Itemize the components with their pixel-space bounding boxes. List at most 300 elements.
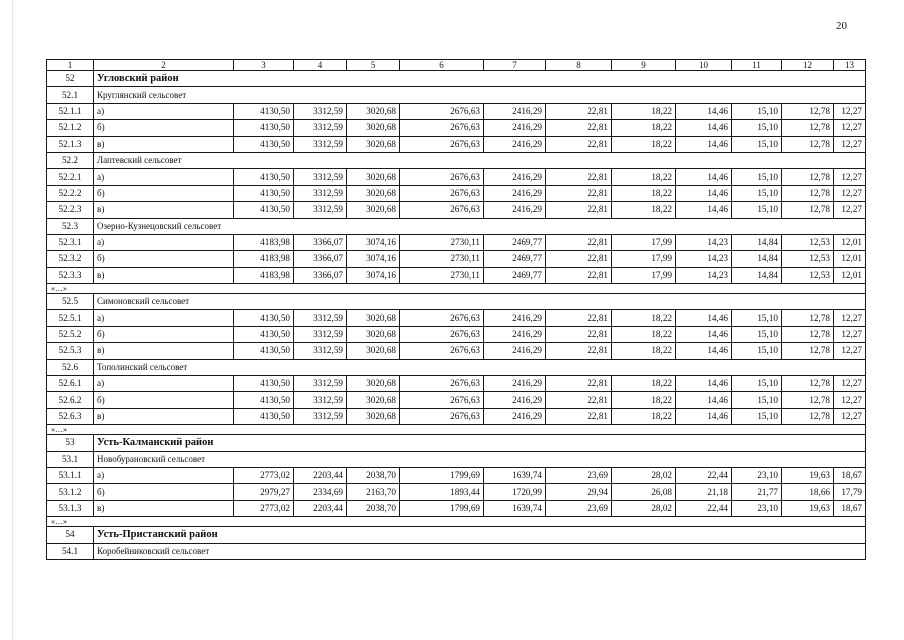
value-cell: 26,08	[612, 484, 676, 500]
value-cell: 2038,70	[347, 500, 400, 516]
value-cell: 12,78	[782, 169, 834, 185]
value-cell: 14,84	[732, 267, 782, 283]
value-cell: 4130,50	[234, 202, 294, 218]
value-cell: 14,84	[732, 251, 782, 267]
value-cell: 3366,07	[294, 251, 347, 267]
value-cell: 2416,29	[484, 120, 546, 136]
value-cell: 18,22	[612, 376, 676, 392]
value-cell: 2416,29	[484, 408, 546, 424]
variant-label: в)	[94, 202, 234, 218]
table-row	[47, 267, 866, 283]
value-cell: 2416,29	[484, 202, 546, 218]
value-cell: 2676,63	[400, 392, 484, 408]
value-cell: 2416,29	[484, 392, 546, 408]
value-cell: 3312,59	[294, 310, 347, 326]
value-cell: 2676,63	[400, 103, 484, 119]
value-cell: 12,78	[782, 103, 834, 119]
value-cell: 23,10	[732, 467, 782, 483]
settlement-row	[47, 152, 866, 168]
value-cell: 12,27	[834, 169, 866, 185]
row-code: 52.6.2	[47, 392, 94, 408]
value-cell: 2730,11	[400, 251, 484, 267]
value-cell: 4130,50	[234, 408, 294, 424]
value-cell: 12,01	[834, 234, 866, 250]
variant-label: а)	[94, 234, 234, 250]
value-cell: 18,22	[612, 343, 676, 359]
value-cell: 12,78	[782, 326, 834, 342]
column-header: 9	[612, 60, 676, 71]
value-cell: 3020,68	[347, 376, 400, 392]
value-cell: 12,27	[834, 408, 866, 424]
value-cell: 2038,70	[347, 467, 400, 483]
value-cell: 2469,77	[484, 267, 546, 283]
value-cell: 15,10	[732, 310, 782, 326]
value-cell: 22,81	[546, 326, 612, 342]
table-row	[47, 136, 866, 152]
settlement-row	[47, 451, 866, 467]
value-cell: 22,81	[546, 136, 612, 152]
row-code: 52.1.2	[47, 120, 94, 136]
column-header: 12	[782, 60, 834, 71]
value-cell: 22,81	[546, 267, 612, 283]
table-row	[47, 376, 866, 392]
table-row	[47, 467, 866, 483]
column-header: 7	[484, 60, 546, 71]
column-header: 13	[834, 60, 866, 71]
row-code: 52.3.2	[47, 251, 94, 267]
omission-mark: «…»	[47, 517, 866, 527]
value-cell: 4130,50	[234, 326, 294, 342]
value-cell: 12,27	[834, 376, 866, 392]
row-code: 52.5	[47, 294, 94, 310]
row-code: 52.1.3	[47, 136, 94, 152]
value-cell: 22,81	[546, 310, 612, 326]
value-cell: 4130,50	[234, 343, 294, 359]
row-code: 52.2	[47, 152, 94, 168]
value-cell: 22,81	[546, 120, 612, 136]
value-cell: 19,63	[782, 500, 834, 516]
settlement-row	[47, 543, 866, 559]
column-header: 6	[400, 60, 484, 71]
value-cell: 12,27	[834, 343, 866, 359]
value-cell: 2676,63	[400, 185, 484, 201]
value-cell: 4130,50	[234, 103, 294, 119]
value-cell: 29,94	[546, 484, 612, 500]
value-cell: 4130,50	[234, 310, 294, 326]
value-cell: 15,10	[732, 136, 782, 152]
value-cell: 15,10	[732, 376, 782, 392]
table-header-row	[47, 60, 866, 71]
settlement-row	[47, 87, 866, 103]
value-cell: 3312,59	[294, 185, 347, 201]
settlement-name: Симоновский сельсовет	[94, 294, 866, 310]
value-cell: 22,81	[546, 392, 612, 408]
table-row	[47, 343, 866, 359]
value-cell: 2416,29	[484, 343, 546, 359]
table-row	[47, 408, 866, 424]
row-code: 53.1.1	[47, 467, 94, 483]
page-margin-line	[12, 0, 13, 640]
value-cell: 15,10	[732, 120, 782, 136]
value-cell: 22,81	[546, 234, 612, 250]
value-cell: 22,81	[546, 185, 612, 201]
row-code: 54.1	[47, 543, 94, 559]
value-cell: 18,22	[612, 408, 676, 424]
row-code: 53	[47, 435, 94, 451]
value-cell: 21,77	[732, 484, 782, 500]
value-cell: 14,46	[676, 343, 732, 359]
value-cell: 12,78	[782, 392, 834, 408]
value-cell: 2773,02	[234, 467, 294, 483]
value-cell: 23,10	[732, 500, 782, 516]
value-cell: 2469,77	[484, 251, 546, 267]
value-cell: 12,53	[782, 234, 834, 250]
value-cell: 12,27	[834, 136, 866, 152]
value-cell: 14,23	[676, 234, 732, 250]
value-cell: 4183,98	[234, 267, 294, 283]
value-cell: 14,46	[676, 120, 732, 136]
column-header: 8	[546, 60, 612, 71]
table-row	[47, 251, 866, 267]
value-cell: 2730,11	[400, 234, 484, 250]
settlement-row	[47, 359, 866, 375]
value-cell: 2676,63	[400, 120, 484, 136]
value-cell: 4183,98	[234, 234, 294, 250]
value-cell: 14,46	[676, 202, 732, 218]
value-cell: 3020,68	[347, 103, 400, 119]
value-cell: 18,22	[612, 136, 676, 152]
row-code: 52.3	[47, 218, 94, 234]
column-header: 3	[234, 60, 294, 71]
value-cell: 3020,68	[347, 185, 400, 201]
row-code: 52.3.1	[47, 234, 94, 250]
value-cell: 22,44	[676, 467, 732, 483]
value-cell: 3020,68	[347, 392, 400, 408]
value-cell: 3020,68	[347, 408, 400, 424]
value-cell: 18,22	[612, 310, 676, 326]
value-cell: 3020,68	[347, 326, 400, 342]
value-cell: 12,78	[782, 185, 834, 201]
value-cell: 12,78	[782, 310, 834, 326]
row-code: 52.2.2	[47, 185, 94, 201]
row-code: 52.3.3	[47, 267, 94, 283]
value-cell: 18,22	[612, 169, 676, 185]
variant-label: а)	[94, 376, 234, 392]
value-cell: 4130,50	[234, 376, 294, 392]
value-cell: 4130,50	[234, 392, 294, 408]
value-cell: 4183,98	[234, 251, 294, 267]
value-cell: 17,99	[612, 234, 676, 250]
variant-label: б)	[94, 326, 234, 342]
value-cell: 14,46	[676, 392, 732, 408]
value-cell: 1639,74	[484, 467, 546, 483]
table-row	[47, 185, 866, 201]
table-row	[47, 120, 866, 136]
value-cell: 28,02	[612, 500, 676, 516]
value-cell: 2676,63	[400, 136, 484, 152]
value-cell: 14,46	[676, 185, 732, 201]
value-cell: 18,67	[834, 500, 866, 516]
value-cell: 14,46	[676, 103, 732, 119]
value-cell: 2416,29	[484, 103, 546, 119]
variant-label: б)	[94, 120, 234, 136]
value-cell: 14,46	[676, 169, 732, 185]
settlement-row	[47, 218, 866, 234]
value-cell: 3312,59	[294, 408, 347, 424]
value-cell: 3312,59	[294, 326, 347, 342]
value-cell: 12,27	[834, 310, 866, 326]
value-cell: 15,10	[732, 408, 782, 424]
value-cell: 3312,59	[294, 202, 347, 218]
value-cell: 12,27	[834, 103, 866, 119]
column-header: 2	[94, 60, 234, 71]
row-code: 52.1.1	[47, 103, 94, 119]
value-cell: 12,78	[782, 343, 834, 359]
value-cell: 18,22	[612, 185, 676, 201]
page-number: 20	[836, 20, 847, 32]
value-cell: 2416,29	[484, 136, 546, 152]
value-cell: 3366,07	[294, 234, 347, 250]
column-header: 4	[294, 60, 347, 71]
variant-label: а)	[94, 169, 234, 185]
value-cell: 28,02	[612, 467, 676, 483]
table-body	[47, 60, 866, 560]
row-code: 52.5.3	[47, 343, 94, 359]
value-cell: 2730,11	[400, 267, 484, 283]
value-cell: 2203,44	[294, 500, 347, 516]
district-name: Усть-Калманский район	[94, 435, 866, 451]
value-cell: 12,01	[834, 267, 866, 283]
value-cell: 2416,29	[484, 169, 546, 185]
value-cell: 3020,68	[347, 136, 400, 152]
value-cell: 15,10	[732, 202, 782, 218]
table-row	[47, 234, 866, 250]
value-cell: 12,27	[834, 120, 866, 136]
value-cell: 1799,69	[400, 467, 484, 483]
row-code: 52	[47, 71, 94, 87]
value-cell: 14,84	[732, 234, 782, 250]
value-cell: 22,81	[546, 169, 612, 185]
value-cell: 19,63	[782, 467, 834, 483]
value-cell: 12,27	[834, 202, 866, 218]
value-cell: 23,69	[546, 467, 612, 483]
value-cell: 12,78	[782, 376, 834, 392]
value-cell: 3312,59	[294, 343, 347, 359]
value-cell: 18,22	[612, 392, 676, 408]
settlement-name: Озерно-Кузнецовский сельсовет	[94, 218, 866, 234]
omission-row	[47, 425, 866, 435]
value-cell: 3312,59	[294, 376, 347, 392]
value-cell: 1720,99	[484, 484, 546, 500]
omission-row	[47, 517, 866, 527]
row-code: 52.2.3	[47, 202, 94, 218]
value-cell: 1639,74	[484, 500, 546, 516]
value-cell: 14,46	[676, 376, 732, 392]
table-row	[47, 500, 866, 516]
value-cell: 3312,59	[294, 392, 347, 408]
value-cell: 15,10	[732, 392, 782, 408]
row-code: 52.5.2	[47, 326, 94, 342]
value-cell: 2416,29	[484, 326, 546, 342]
settlement-name: Новобурановский сельсовет	[94, 451, 866, 467]
variant-label: б)	[94, 185, 234, 201]
value-cell: 17,99	[612, 251, 676, 267]
value-cell: 12,27	[834, 392, 866, 408]
column-header: 5	[347, 60, 400, 71]
district-name: Усть-Пристанский район	[94, 527, 866, 543]
variant-label: в)	[94, 408, 234, 424]
value-cell: 2676,63	[400, 310, 484, 326]
row-code: 52.1	[47, 87, 94, 103]
value-cell: 2979,27	[234, 484, 294, 500]
variant-label: б)	[94, 484, 234, 500]
variant-label: а)	[94, 103, 234, 119]
value-cell: 22,81	[546, 376, 612, 392]
row-code: 54	[47, 527, 94, 543]
variant-label: а)	[94, 310, 234, 326]
value-cell: 12,53	[782, 267, 834, 283]
value-cell: 4130,50	[234, 185, 294, 201]
value-cell: 4130,50	[234, 169, 294, 185]
row-code: 52.6	[47, 359, 94, 375]
column-header: 1	[47, 60, 94, 71]
value-cell: 15,10	[732, 103, 782, 119]
tariff-table	[46, 59, 866, 560]
value-cell: 3020,68	[347, 202, 400, 218]
table-row	[47, 103, 866, 119]
value-cell: 3074,16	[347, 251, 400, 267]
column-header: 10	[676, 60, 732, 71]
value-cell: 12,01	[834, 251, 866, 267]
value-cell: 2416,29	[484, 310, 546, 326]
value-cell: 23,69	[546, 500, 612, 516]
value-cell: 2203,44	[294, 467, 347, 483]
table-row	[47, 169, 866, 185]
table-row	[47, 484, 866, 500]
value-cell: 12,27	[834, 326, 866, 342]
settlement-name: Коробейниковский сельсовет	[94, 543, 866, 559]
value-cell: 4130,50	[234, 136, 294, 152]
value-cell: 18,22	[612, 120, 676, 136]
district-row	[47, 527, 866, 543]
value-cell: 15,10	[732, 185, 782, 201]
value-cell: 2676,63	[400, 326, 484, 342]
value-cell: 3312,59	[294, 169, 347, 185]
row-code: 53.1	[47, 451, 94, 467]
value-cell: 1893,44	[400, 484, 484, 500]
variant-label: а)	[94, 467, 234, 483]
value-cell: 12,78	[782, 136, 834, 152]
value-cell: 12,78	[782, 202, 834, 218]
value-cell: 1799,69	[400, 500, 484, 516]
row-code: 53.1.3	[47, 500, 94, 516]
settlement-row	[47, 294, 866, 310]
value-cell: 18,67	[834, 467, 866, 483]
value-cell: 2163,70	[347, 484, 400, 500]
value-cell: 22,81	[546, 408, 612, 424]
omission-row	[47, 284, 866, 294]
variant-label: в)	[94, 136, 234, 152]
value-cell: 18,22	[612, 326, 676, 342]
row-code: 52.5.1	[47, 310, 94, 326]
value-cell: 4130,50	[234, 120, 294, 136]
value-cell: 18,22	[612, 103, 676, 119]
row-code: 52.6.1	[47, 376, 94, 392]
table-row	[47, 202, 866, 218]
value-cell: 12,53	[782, 251, 834, 267]
value-cell: 22,81	[546, 343, 612, 359]
variant-label: в)	[94, 500, 234, 516]
value-cell: 14,23	[676, 251, 732, 267]
value-cell: 15,10	[732, 343, 782, 359]
variant-label: б)	[94, 251, 234, 267]
settlement-name: Лаптевский сельсовет	[94, 152, 866, 168]
value-cell: 3366,07	[294, 267, 347, 283]
value-cell: 3312,59	[294, 103, 347, 119]
value-cell: 2676,63	[400, 408, 484, 424]
value-cell: 3312,59	[294, 120, 347, 136]
value-cell: 3020,68	[347, 169, 400, 185]
value-cell: 14,23	[676, 267, 732, 283]
value-cell: 22,81	[546, 103, 612, 119]
value-cell: 2676,63	[400, 343, 484, 359]
value-cell: 14,46	[676, 310, 732, 326]
row-code: 52.2.1	[47, 169, 94, 185]
omission-mark: «…»	[47, 284, 866, 294]
value-cell: 12,78	[782, 120, 834, 136]
value-cell: 21,18	[676, 484, 732, 500]
value-cell: 2416,29	[484, 376, 546, 392]
variant-label: в)	[94, 343, 234, 359]
value-cell: 12,27	[834, 185, 866, 201]
value-cell: 22,44	[676, 500, 732, 516]
value-cell: 3074,16	[347, 234, 400, 250]
value-cell: 17,79	[834, 484, 866, 500]
table-row	[47, 310, 866, 326]
value-cell: 3020,68	[347, 343, 400, 359]
value-cell: 14,46	[676, 136, 732, 152]
value-cell: 22,81	[546, 251, 612, 267]
district-row	[47, 435, 866, 451]
value-cell: 14,46	[676, 326, 732, 342]
column-header: 11	[732, 60, 782, 71]
row-code: 52.6.3	[47, 408, 94, 424]
table-row	[47, 392, 866, 408]
value-cell: 14,46	[676, 408, 732, 424]
value-cell: 2676,63	[400, 169, 484, 185]
value-cell: 2334,69	[294, 484, 347, 500]
value-cell: 18,66	[782, 484, 834, 500]
variant-label: в)	[94, 267, 234, 283]
variant-label: б)	[94, 392, 234, 408]
value-cell: 2676,63	[400, 202, 484, 218]
district-row	[47, 71, 866, 87]
value-cell: 3020,68	[347, 120, 400, 136]
value-cell: 3074,16	[347, 267, 400, 283]
value-cell: 15,10	[732, 169, 782, 185]
value-cell: 2416,29	[484, 185, 546, 201]
value-cell: 12,78	[782, 408, 834, 424]
value-cell: 2469,77	[484, 234, 546, 250]
district-name: Угловский район	[94, 71, 866, 87]
value-cell: 3312,59	[294, 136, 347, 152]
settlement-name: Тополинский сельсовет	[94, 359, 866, 375]
value-cell: 15,10	[732, 326, 782, 342]
value-cell: 2773,02	[234, 500, 294, 516]
value-cell: 17,99	[612, 267, 676, 283]
table-row	[47, 326, 866, 342]
row-code: 53.1.2	[47, 484, 94, 500]
